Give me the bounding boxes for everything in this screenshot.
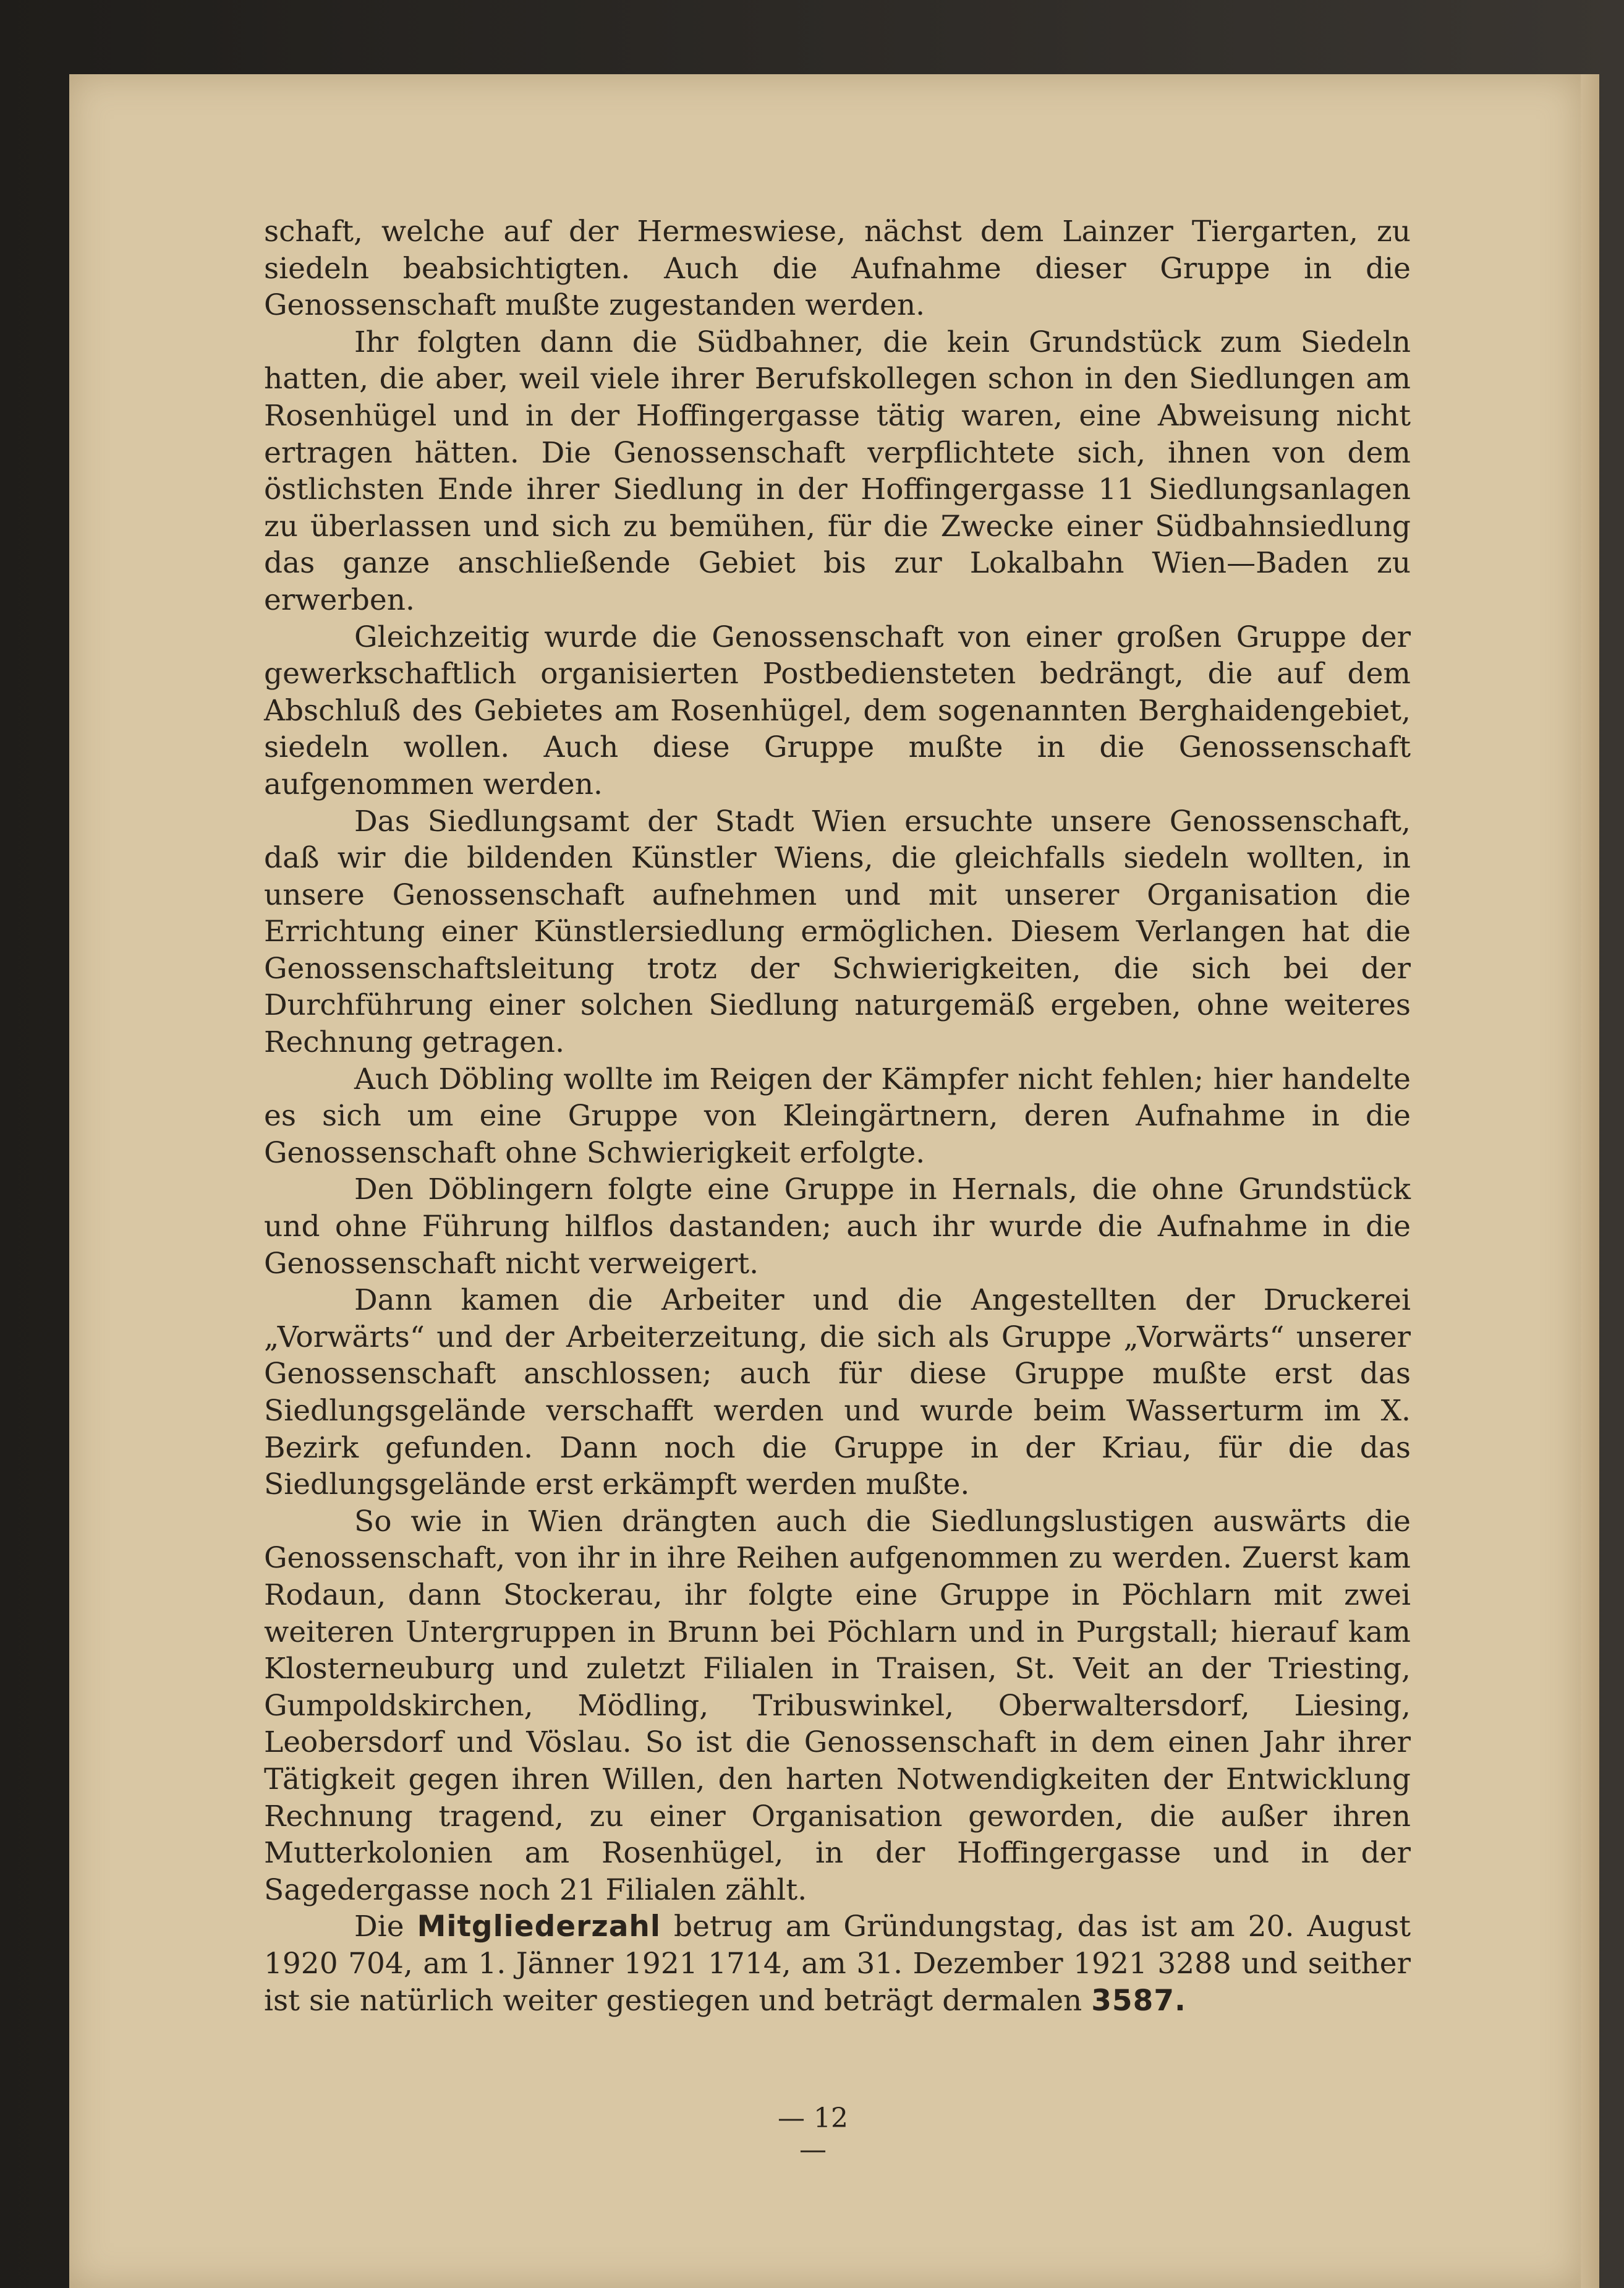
- member-count-label: Mitgliederzahl: [417, 1910, 661, 1944]
- paragraph-3: Gleichzeitig wurde die Genossenschaft von einer großen Gruppe der gewerkschaftlich organisierten Postbediensteten bedrängt, die auf dem Abschluß des Gebietes am Rosenhügel, dem sogenannten Berghaidengebiet, siedeln wollen. Auch diese Gruppe mußte in die Genossenschaft aufgenommen werden.: [264, 620, 1411, 801]
- paragraph-6: Den Döblingern folgte eine Gruppe in Hernals, die ohne Grundstück und ohne Führung hilflos dastanden; auch ihr wurde die Aufnahme in die Genossenschaft nicht verweigert.: [264, 1172, 1411, 1281]
- paragraph-5: Auch Döbling wollte im Reigen der Kämpfer nicht fehlen; hier handelte es sich um eine Gruppe von Kleingärtnern, deren Aufnahme in die Genossenschaft ohne Schwierigkeit erfolgte.: [264, 1062, 1411, 1170]
- paragraph-7: Dann kamen die Arbeiter und die Angestellten der Druckerei „Vorwärts“ und der Arbeiterzeitung, die sich als Gruppe „Vorwärts“ unserer Genossenschaft anschlossen; auch für diese Gruppe mußte erst das Siedlungsgelände verschafft werden und wurde beim Wasserturm im X. Bezirk gefunden. Dann noch die Gruppe in der Kriau, für die das Siedlungsgelände erst erkämpft werden mußte.: [264, 1283, 1411, 1502]
- paragraph-4: Das Siedlungsamt der Stadt Wien ersuchte unsere Genossenschaft, daß wir die bildenden Künstler Wiens, die gleichfalls siedeln wollten, in unsere Genossenschaft aufnehmen und mit unserer Organisation die Errichtung einer Künstlersiedlung ermöglichen. Diesem Verlangen hat die Genossenschaftsleitung trotz der Schwierigkeiten, die sich bei der Durchführung einer solchen Siedlung naturgemäß ergeben, ohne weiteres Rechnung getragen.: [264, 804, 1411, 1060]
- paragraph-8: So wie in Wien drängten auch die Siedlungslustigen auswärts die Genossenschaft, von ihr in ihre Reihen aufgenommen zu werden. Zuerst kam Rodaun, dann Stockerau, ihr folgte eine Gruppe in Pöchlarn mit zwei weiteren Untergruppen in Brunn bei Pöchlarn und in Purgstall; hierauf kam Klosterneuburg und zuletzt Filialen in Traisen, St. Veit an der Triesting, Gumpoldskirchen, Mödling, Tribuswinkel, Oberwaltersdorf, Liesing, Leobersdorf und Vöslau. So ist die Genossenschaft in dem einen Jahr ihrer Tätigkeit gegen ihren Willen, den harten Notwendigkeiten der Entwicklung Rechnung tragend, zu einer Organisation geworden, die außer ihren Mutterkolonien am Rosenhügel, in der Hoffingergasse und in der Sagedergasse noch 21 Filialen zählt.: [264, 1504, 1411, 1907]
- paragraph-9-middle: betrug am Gründungstag, das ist am 20. August 1920 704, am 1. Jänner 1921 1714, am 31. Dezember 1921 3288 und seither ist sie natürlich weiter gestiegen und beträgt dermalen: [264, 1910, 1411, 2018]
- paragraph-1: schaft, welche auf der Hermeswiese, nächst dem Lainzer Tiergarten, zu siedeln beabsichtigten. Auch die Aufnahme dieser Gruppe in die Genossenschaft mußte zugestanden werden.: [264, 215, 1411, 323]
- body-text: [264, 213, 1411, 2019]
- page-edge: [1581, 74, 1599, 2288]
- paragraph-9: [264, 1908, 1411, 2019]
- paragraph-9-start: Die: [354, 1910, 417, 1944]
- member-count-value: 3587.: [1091, 1983, 1186, 2018]
- paragraph-2: Ihr folgten dann die Südbahner, die kein Grundstück zum Siedeln hatten, die aber, weil viele ihrer Berufskollegen schon in den Siedlungen am Rosenhügel und in der Hoffingergasse tätig waren, eine Abweisung nicht ertragen hätten. Die Genossenschaft verpflichtete sich, ihnen von dem östlichsten Ende ihrer Siedlung in der Hoffingergasse 11 Siedlungsanlagen zu überlassen und sich zu bemühen, für die Zwecke einer Südbahnsiedlung das ganze anschließende Gebiet bis zur Lokalbahn Wien—Baden zu erwerben.: [264, 325, 1411, 617]
- page-number: — 12 —: [778, 2102, 848, 2166]
